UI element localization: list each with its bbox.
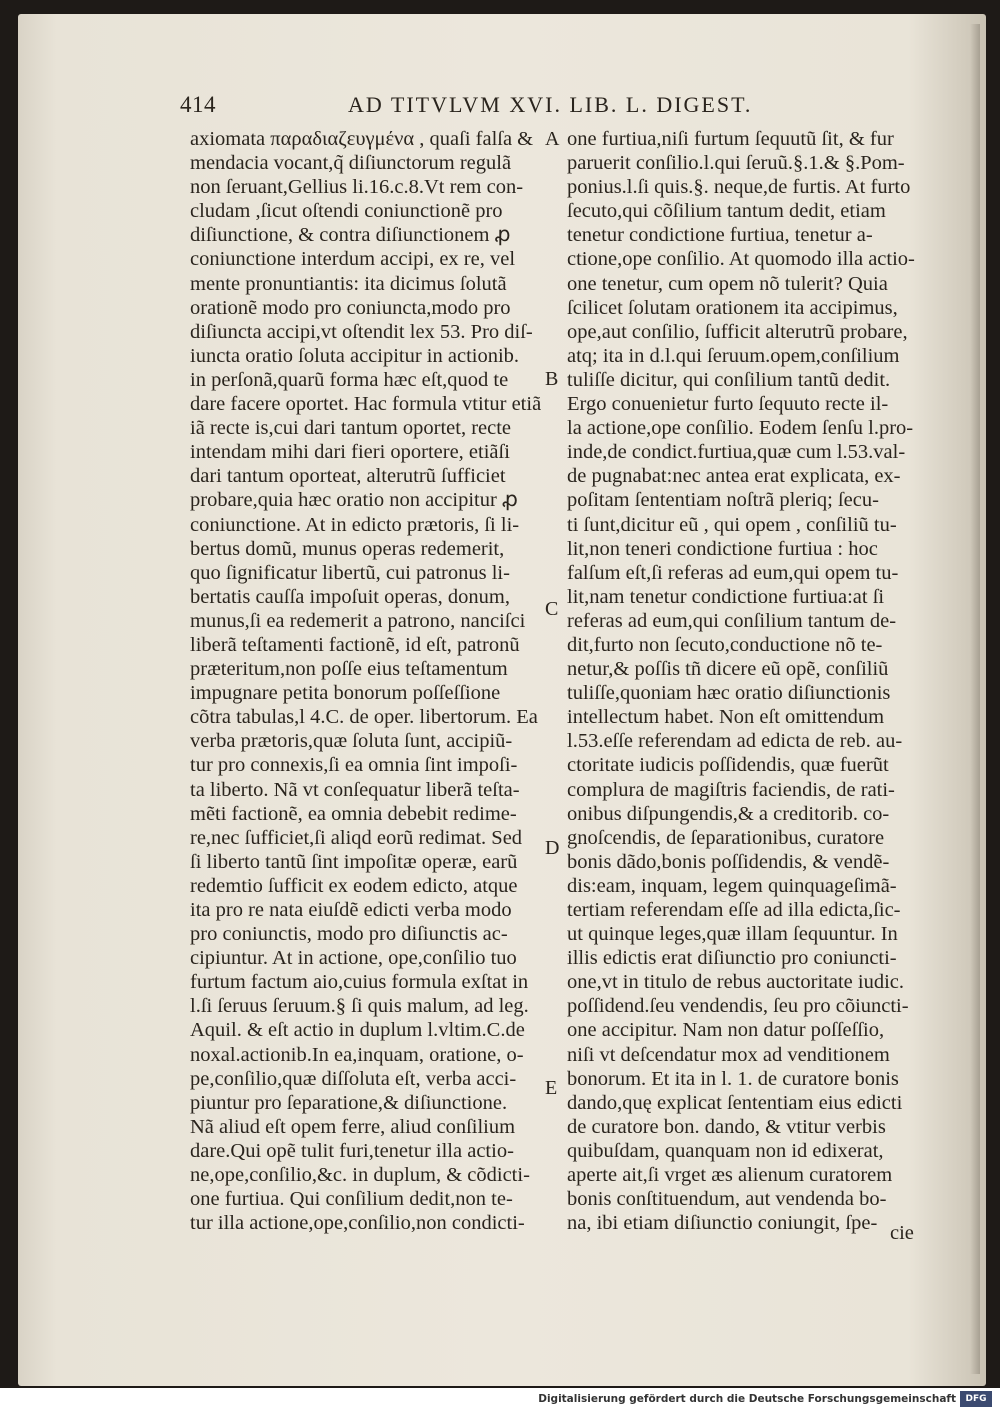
margin-marker-b: B — [545, 368, 559, 390]
right-column-line: poſſidend.ſeu vendendis, ſeu pro cõiuncti- — [567, 995, 909, 1018]
left-column-line: in perſonã,quarũ forma hæc eſt,quod te — [190, 368, 509, 391]
left-column-line: non ſeruant,Gellius li.16.c.8.Vt rem con- — [190, 176, 524, 199]
left-column-line: mente pronuntiantis: ita dicimus ſolutã — [190, 272, 507, 295]
left-column-line: orationẽ modo pro coniuncta,modo pro — [190, 296, 511, 319]
dfg-logo-icon — [960, 1391, 992, 1407]
right-column-line: ctoritate iudicis poſſidendis, quæ fuerũt — [567, 754, 889, 777]
left-column-line: mẽti factionẽ, ea omnia debebit redime- — [190, 802, 517, 825]
footer-bar — [0, 1388, 1000, 1412]
right-column-line: tuliſſe dicitur, qui conſilium tantũ dedit. — [567, 368, 891, 391]
margin-marker-a: A — [545, 128, 560, 150]
right-column-line: atq; ita in d.l.qui ſeruum.opem,conſilium — [567, 344, 900, 367]
left-column-line: diſiunctione, & contra diſiunctionem ꝓ — [190, 224, 511, 247]
left-column-line: iã recte is,cui dari tantum oportet, recte — [190, 417, 512, 440]
left-column-line: l.ſi ſeruus ſeruum.§ ſi quis malum, ad leg. — [190, 995, 529, 1018]
right-column-line: lit,nam tenetur condictione furtiua:at ſi — [567, 585, 885, 608]
right-column-line: one furtiua,niſi furtum ſequutũ ſit, & fur — [567, 128, 894, 150]
left-column-line: Nã aliud eſt opem ferre, aliud conſilium — [190, 1115, 516, 1138]
left-column-line: piuntur pro ſeparatione,& diſiunctione. — [190, 1091, 508, 1114]
right-column-line: falſum eſt,ſi referas ad eum,qui opem tu- — [567, 561, 899, 584]
left-column-line: verba prætoris,quæ ſoluta ſunt, accipiũ- — [190, 730, 513, 753]
right-column-line: la actione,ope conſilio. Eodem ſenſu l.pro- — [567, 417, 914, 440]
right-column-line: netur,& poſſis tñ dicere eũ opẽ, conſiliũ — [567, 658, 889, 681]
right-column-line: one,vt in titulo de rebus auctoritate iudic. — [567, 971, 905, 994]
left-column-line: ta liberto. Nã vt conſequatur liberã teſta- — [190, 778, 520, 801]
right-column-line: complura de magiſtris faciendis, de rati- — [567, 778, 895, 801]
right-column-line: inde,de condict.furtiua,quæ cum l.53.val- — [567, 441, 906, 464]
left-column-line: noxal.actionib.In ea,inquam, oratione, o- — [190, 1043, 524, 1066]
right-column-line: dis:eam, inquam, legem quinquageſimã- — [567, 874, 897, 897]
left-column-line: munus,ſi ea redemerit a patrono, nanciſci — [190, 609, 526, 632]
right-column-line: illis edictis erat diſiunctio pro coniuncti- — [567, 947, 897, 970]
right-column-line: tuliſſe,quoniam hæc oratio diſiunctionis — [567, 682, 891, 705]
left-column-line: quo ſignificatur libertũ, cui patronus li- — [190, 561, 510, 584]
left-column-line: furtum factum aio,cuius formula exſtat in — [190, 971, 529, 994]
right-column-line: bonis dãdo,bonis poſſidendis, & vendẽ- — [567, 850, 890, 873]
dfg-logo-text: DFG — [965, 1394, 987, 1404]
left-column-line: dari tantum oporteat, alterutrũ ſufficiet — [190, 465, 506, 488]
left-column-line: mendacia vocant,q̃ diſiunctorum regulã — [190, 152, 512, 175]
right-column-line: ſecuto,qui cõſilium tantum dedit, etiam — [567, 200, 886, 223]
right-column-line: ponius.l.ſi quis.§. neque,de furtis. At furto — [567, 176, 911, 199]
left-column-line: bertatis cauſſa impoſuit operas, donum, — [190, 585, 510, 608]
left-column-line: intendam mihi dari fieri oportere, etiãſi — [190, 441, 510, 464]
right-text-column — [567, 127, 922, 1235]
right-column-line: onibus diſpungendis,& a creditorib. co- — [567, 802, 890, 825]
right-column-line: Ergo conuenietur furto ſequuto recte il- — [567, 393, 889, 416]
right-column-line: ut quinque leges,quæ illam ſequuntur. In — [567, 923, 898, 946]
left-column-line: one furtiua. Qui conſilium dedit,non te- — [190, 1188, 513, 1211]
left-column-line: liberã teſtamenti factionẽ, id eſt, patronũ — [190, 633, 520, 656]
right-column-line: one tenetur, cum opem nõ tulerit? Quia — [567, 272, 888, 295]
catchword: cie — [890, 1222, 914, 1244]
left-column-line: tur illa actione,ope,conſilio,non condicti- — [190, 1212, 525, 1235]
right-column-line: quibuſdam, quanquam non id edixerat, — [567, 1139, 884, 1162]
right-column-line: gnoſcendis, de ſeparationibus, curatore — [567, 826, 885, 849]
left-column-line: axiomata παραδιαζευγμένα , quaſi falſa & — [190, 128, 534, 150]
right-column-line: poſitam ſententiam noſtrã pleriq; ſecu- — [567, 489, 879, 512]
right-column-line: de curatore bon. dando, & vtitur verbis — [567, 1115, 886, 1138]
left-column-line: dare.Qui opẽ tulit furi,tenetur illa actio- — [190, 1139, 514, 1162]
left-text-column — [190, 127, 542, 1235]
left-column-line: præteritum,non poſſe eius teſtamentum — [190, 658, 508, 681]
right-column-line: intellectum habet. Non eſt omittendum — [567, 706, 885, 729]
running-head-title: AD TITVLVM XVI. LIB. L. DIGEST. — [348, 92, 753, 117]
left-column-line: cipiuntur. At in actione, ope,conſilio tuo — [190, 947, 517, 970]
left-column-line: bertus domũ, munus operas redemerit, — [190, 537, 505, 560]
right-column-line: bonis conſtituendum, aut vendenda bo- — [567, 1188, 887, 1211]
margin-marker-d: D — [545, 837, 560, 859]
left-column-line: iuncta oratio ſoluta accipitur in actionib. — [190, 344, 520, 367]
right-column-line: dit,furto non ſecuto,conductione nõ te- — [567, 633, 883, 656]
margin-marker-e: E — [545, 1077, 558, 1099]
left-column-line: redemtio ſufficit ex eodem edicto, atque — [190, 874, 518, 897]
left-column-line: coniunctione interdum accipi, ex re, vel — [190, 248, 516, 271]
margin-marker-c: C — [545, 598, 559, 620]
left-column-line: coniunctione. At in edicto prætoris, ſi li- — [190, 513, 520, 536]
right-column-line: referas ad eum,qui conſilium tantum de- — [567, 609, 897, 632]
right-column-line: paruerit conſilio.l.qui ſeruũ.§.1.& §.Pom- — [567, 152, 905, 175]
left-column-line: ne,ope,conſilio,&c. in duplum, & cõdicti- — [190, 1164, 530, 1187]
right-column-line: tenetur condictione furtiua, tenetur a- — [567, 224, 873, 247]
left-column-line: diſiuncta accipi,vt oſtendit lex 53. Pro diſ- — [190, 320, 533, 343]
right-column-line: ctione,ope conſilio. At quomodo illa actio- — [567, 248, 915, 271]
right-column-line: tertiam referendam eſſe ad illa edicta,ſic- — [567, 899, 901, 921]
left-column-line: pro coniunctis, modo pro diſiunctis ac- — [190, 923, 508, 946]
right-column-line: lit,non teneri condictione furtiua : hoc — [567, 537, 878, 560]
right-column-line: de pugnabat:nec antea erat explicata, ex- — [567, 465, 901, 488]
left-column-line: Aquil. & eſt actio in duplum l.vltim.C.de — [190, 1019, 525, 1042]
left-column-line: pe,conſilio,quæ diſſoluta eſt, verba acci- — [190, 1067, 517, 1090]
left-column-line: impugnare petita bonorum poſſeſſione — [190, 682, 501, 705]
left-column-line: ita pro re nata eiuſdẽ edicti verba modo — [190, 899, 512, 921]
funding-notice: Digitalisierung gefördert durch die Deutsche Forschungsgemeinschaft — [538, 1393, 956, 1405]
page-number: 414 — [180, 92, 216, 117]
right-column-line: dando,quę explicat ſententiam eius edicti — [567, 1091, 903, 1114]
left-column-line: cludam ,ſicut oſtendi coniunctionẽ pro — [190, 200, 503, 223]
right-column-line: bonorum. Et ita in l. 1. de curatore bonis — [567, 1067, 899, 1090]
right-column-line: na, ibi etiam diſiunctio coniungit, ſpe- — [567, 1212, 878, 1235]
right-column-line: ſcilicet ſolutam orationem ita accipimus, — [567, 296, 898, 319]
left-column-line: re,nec ſufficiet,ſi aliqd eorũ redimat. Sed — [190, 826, 523, 849]
left-column-line: dare facere oportet. Hac formula vtitur etiã — [190, 393, 542, 416]
left-column-line: cõtra tabulas,l 4.C. de oper. libertorum. Ea — [190, 706, 538, 729]
left-column-line: ſi liberto tantũ ſint impoſitæ operæ, earũ — [190, 850, 518, 873]
right-column-line: ti ſunt,dicitur eũ , qui opem , conſiliũ tu- — [567, 513, 897, 536]
right-column-line: l.53.eſſe referendam ad edicta de reb. au- — [567, 730, 903, 753]
right-column-line: ope,aut conſilio, ſufficit alterutrũ probare, — [567, 320, 908, 343]
left-column-line: tur pro connexis,ſi ea omnia ſint impoſi- — [190, 754, 518, 777]
left-column-line: probare,quia hæc oratio non accipitur ꝓ — [190, 489, 518, 512]
page-edge-shadow — [970, 24, 980, 1374]
running-head — [170, 90, 950, 124]
right-column-line: aperte ait,ſi vrget æs alienum curatorem — [567, 1164, 893, 1187]
right-column-line: one accipitur. Nam non datur poſſeſſio, — [567, 1019, 885, 1042]
right-column-line: niſi vt deſcendatur mox ad venditionem — [567, 1043, 890, 1066]
